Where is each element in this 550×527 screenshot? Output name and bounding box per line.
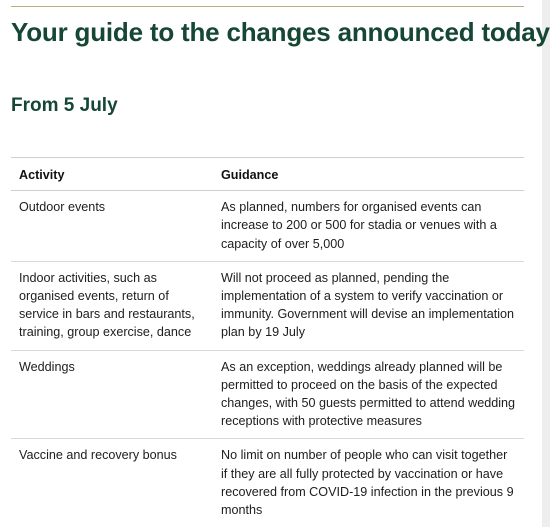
table-row [11, 261, 524, 350]
top-divider [11, 6, 524, 7]
table-row [11, 191, 524, 262]
activity-column-header: Activity [11, 158, 213, 191]
table-header-row [11, 158, 524, 191]
activity-cell: Outdoor events [11, 191, 213, 262]
activity-cell: Vaccine and recovery bonus [19, 448, 177, 463]
guidance-cell: As an exception, weddings already planned will be permitted to proceed on the basis of the expected changes, with 50 guests permitted to attend wedding receptions with protective measures [213, 350, 524, 439]
page-title: Your guide to the changes announced today [11, 17, 550, 47]
table-row [11, 439, 524, 527]
guidance-cell: No limit on number of people who can visit together if they are all fully protected by vaccination or have recovered from COVID-19 infection in the previous 9 months [221, 448, 514, 518]
activity-cell: Indoor activities, such as organised events, return of service in bars and restaurants, training, group exercise, dance [11, 261, 213, 350]
activity-cell: Weddings [11, 350, 213, 439]
guidance-cell: Will not proceed as planned, pending the implementation of a system to verify vaccination or immunity. Government will devise an implementation plan by 19 July [213, 261, 524, 350]
guidance-table [11, 157, 524, 527]
guidance-cell: As planned, numbers for organised events can increase to 200 or 500 for stadia or venues with a capacity of over 5,000 [213, 191, 524, 262]
section-title: From 5 July [11, 95, 118, 116]
guidance-column-header: Guidance [213, 158, 524, 191]
page-edge [542, 0, 550, 527]
table-row [11, 350, 524, 439]
